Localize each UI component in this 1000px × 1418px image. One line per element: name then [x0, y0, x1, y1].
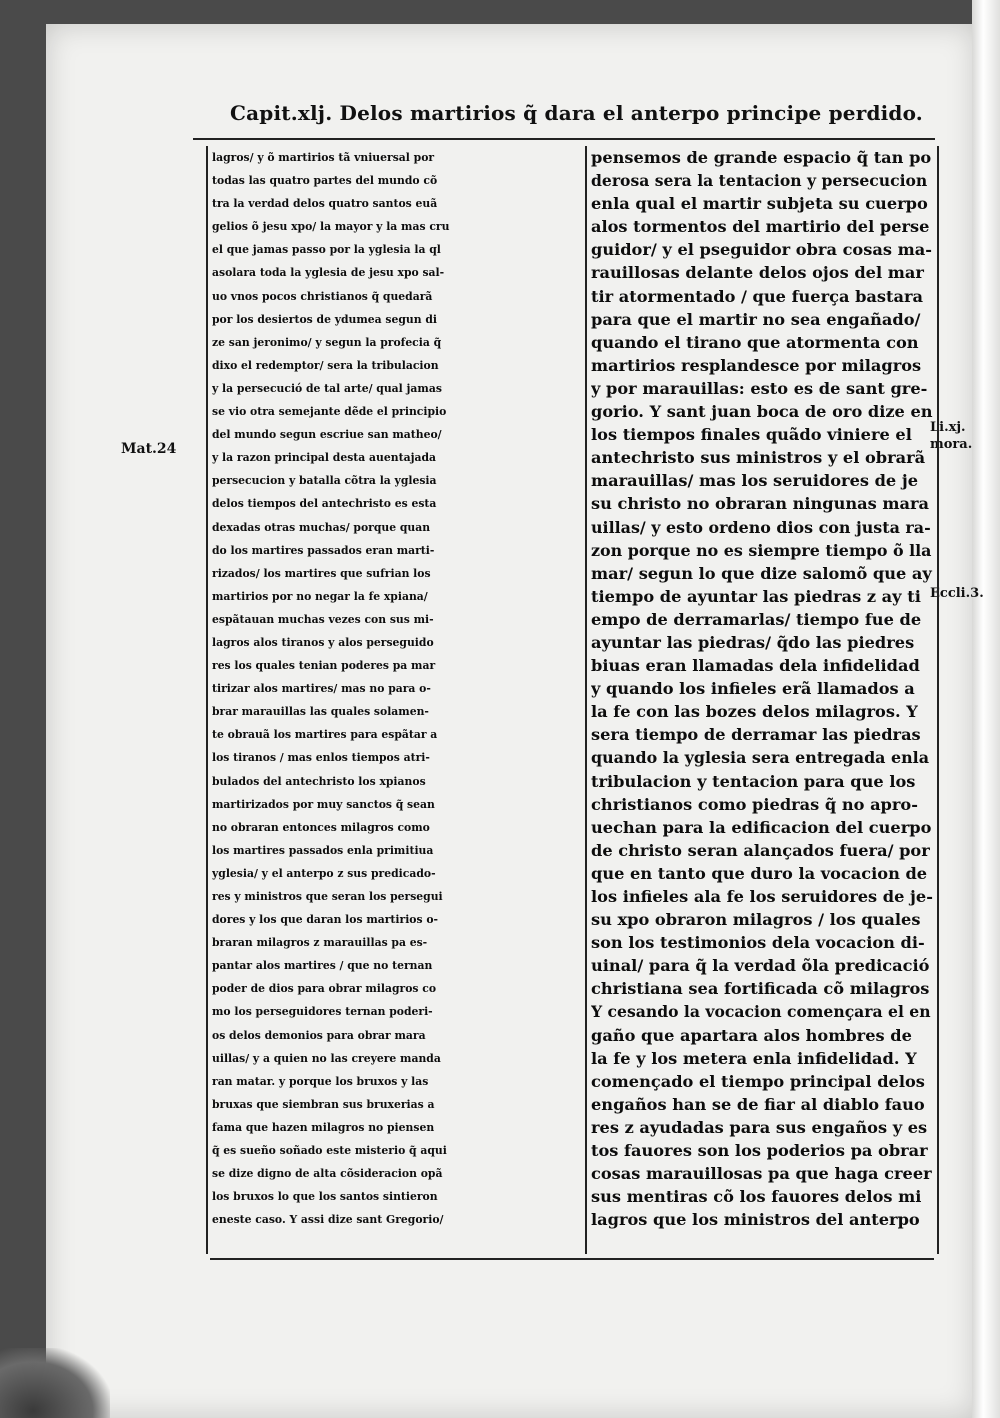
- text-line: tiempo de ayuntar las piedras z ay ti: [591, 586, 921, 606]
- text-line: guidor/ y el pseguidor obra cosas ma-: [591, 240, 932, 260]
- text-line: gaño que apartara alos hombres de: [591, 1025, 912, 1045]
- text-line: antechristo sus ministros y el obrarã: [591, 448, 926, 468]
- header-rule: [193, 138, 935, 140]
- page-edge: [972, 0, 1000, 1418]
- text-line: dixo el redemptor/ sera la tribulacion: [212, 358, 439, 372]
- text-line: tribulacion y tentacion para que los: [591, 771, 916, 791]
- text-line: os delos demonios para obrar mara: [212, 1028, 426, 1042]
- text-line: tir atormentado / que fuerça bastara: [591, 286, 924, 306]
- text-line: dores y los que daran los martirios o-: [212, 913, 439, 927]
- text-line: no obraran entonces milagros como: [212, 820, 430, 834]
- thumb-shadow: [0, 1348, 110, 1418]
- text-line: tra la verdad delos quatro santos euã: [212, 197, 438, 211]
- text-line: los martires passados enla primitiua: [212, 843, 434, 857]
- text-line: braran milagros z marauillas pa es-: [212, 936, 428, 950]
- right-text-column: [585, 146, 939, 1254]
- text-line: poder de dios para obrar milagros co: [212, 982, 437, 996]
- running-header: Capit.xlj. Delos martirios q̃ dara el anterpo principe perdido.: [230, 101, 923, 125]
- text-line: son los testimonios dela vocacion di-: [591, 933, 925, 953]
- text-line: del mundo segun escriue san matheo/: [212, 428, 442, 442]
- text-line: martirizados por muy sanctos q̃ sean: [212, 797, 435, 811]
- text-line: la fe y los metera enla infidelidad. Y: [591, 1048, 917, 1068]
- text-line: todas las quatro partes del mundo cõ: [212, 174, 438, 188]
- text-line: tos fauores son los poderios pa obrar: [591, 1141, 928, 1161]
- text-line: empo de derramarlas/ tiempo fue de: [591, 609, 922, 629]
- text-line: christiana sea fortificada cõ milagros: [591, 979, 930, 999]
- text-line: el que jamas passo por la yglesia la ql: [212, 243, 441, 257]
- text-line: mar/ segun lo que dize salomõ que ay: [591, 563, 932, 583]
- text-line: quando la yglesia sera entregada enla: [591, 748, 930, 768]
- text-line: y por marauillas: esto es de sant gre-: [591, 378, 928, 398]
- text-line: los bruxos lo que los santos sintieron: [212, 1190, 438, 1204]
- margin-note-right-bottom: Eccli.3.: [930, 586, 984, 601]
- text-line: res z ayudadas para sus engaños y es: [591, 1117, 928, 1137]
- text-line: su christo no obraran ningunas mara: [591, 494, 930, 514]
- text-line: sus mentiras cõ los fauores delos mi: [591, 1187, 922, 1207]
- text-line: lagros que los ministros del anterpo: [591, 1210, 920, 1230]
- text-line: de christo seran alançados fuera/ por: [591, 840, 930, 860]
- text-line: biuas eran llamadas dela infidelidad: [591, 656, 920, 676]
- margin-note-left: Mat.24: [121, 441, 177, 457]
- text-line: dexadas otras muchas/ porque quan: [212, 520, 431, 534]
- text-line: rizados/ los martires que sufrian los: [212, 566, 431, 580]
- text-line: se vio otra semejante dẽde el principio: [212, 405, 447, 419]
- text-line: la fe con las bozes delos milagros. Y: [591, 702, 918, 722]
- text-line: te obrauã los martires para espãtar a: [212, 728, 438, 742]
- text-line: marauillas/ mas los seruidores de je: [591, 471, 919, 491]
- text-line: uechan para la edificacion del cuerpo: [591, 817, 932, 837]
- text-line: gelios õ jesu xpo/ la mayor y la mas cru: [212, 220, 450, 234]
- text-line: bulados del antechristo los xpianos: [212, 774, 426, 788]
- text-line: res y ministros que seran los persegui: [212, 890, 443, 903]
- text-line: q̃ es sueño soñado este misterio q̃ aqui: [212, 1144, 447, 1158]
- text-line: y la persecució de tal arte/ qual jamas: [212, 381, 442, 395]
- text-line: quando el tirano que atormenta con: [591, 332, 919, 352]
- text-line: derosa sera la tentacion y persecucion: [591, 171, 928, 191]
- text-line: su xpo obraron milagros / los quales: [591, 910, 921, 930]
- text-line: uinal/ para q̃ la verdad õla predicació: [591, 956, 930, 976]
- text-line: pantar alos martires / que no ternan: [212, 959, 433, 973]
- text-line: delos tiempos del antechristo es esta: [212, 497, 437, 511]
- text-line: los infieles ala fe los seruidores de je-: [591, 887, 933, 906]
- text-line: tirizar alos martires/ mas no para o-: [212, 682, 431, 696]
- left-text-column: [206, 146, 567, 1254]
- text-line: por los desiertos de ydumea segun di: [212, 312, 438, 326]
- text-line: mo los perseguidores ternan poderi-: [212, 1005, 433, 1019]
- text-line: rauillosas delante delos ojos del mar: [591, 263, 924, 283]
- text-line: començado el tiempo principal delos: [591, 1071, 925, 1091]
- text-line: y quando los infieles erã llamados a: [591, 679, 915, 699]
- text-line: cosas marauillosas pa que haga creer: [591, 1164, 932, 1184]
- text-line: ran matar. y porque los bruxos y las: [212, 1074, 429, 1088]
- text-line: yglesia/ y el anterpo z sus predicado-: [212, 866, 436, 880]
- text-line: fama que hazen milagros no piensen: [212, 1120, 435, 1134]
- text-line: lagros alos tiranos y alos perseguido: [212, 635, 434, 649]
- text-line: christianos como piedras q̃ no apro-: [591, 794, 918, 814]
- text-line: se dize digno de alta cõsideracion opã: [212, 1167, 443, 1181]
- text-line: gorio. Y sant juan boca de oro dize en: [591, 402, 933, 422]
- text-line: uo vnos pocos christianos q̃ quedarã: [212, 289, 433, 303]
- text-line: brar marauillas las quales solamen-: [212, 705, 429, 719]
- text-line: martirios resplandesce por milagros: [591, 355, 922, 375]
- text-line: espãtauan muchas vezes con sus mi-: [212, 612, 434, 626]
- text-line: y la razon principal desta auentajada: [212, 451, 437, 465]
- text-line: ze san jeronimo/ y segun la profecia q̃: [212, 335, 442, 349]
- text-line: enla qual el martir subjeta su cuerpo: [591, 194, 928, 214]
- text-line: eneste caso. Y assi dize sant Gregorio/: [212, 1213, 444, 1227]
- text-line: do los martires passados eran marti-: [212, 543, 435, 557]
- text-line: alos tormentos del martirio del perse: [591, 217, 930, 237]
- text-line: ayuntar las piedras/ q̃do las piedres: [591, 632, 915, 652]
- text-line: persecucion y batalla cõtra la yglesia: [212, 474, 437, 488]
- text-line: engaños han se de fiar al diablo fauo: [591, 1094, 925, 1114]
- text-line: los tiempos finales quãdo viniere el: [591, 425, 912, 445]
- margin-note-right-top-line2: mora.: [930, 437, 973, 452]
- text-line: zon porque no es siempre tiempo õ lla: [591, 540, 932, 560]
- text-line: uillas/ y a quien no las creyere manda: [212, 1051, 441, 1065]
- text-line: asolara toda la yglesia de jesu xpo sal-: [212, 266, 445, 280]
- text-line: para que el martir no sea engañado/: [591, 309, 921, 329]
- margin-note-right-top-line1: Li.xj.: [930, 420, 966, 435]
- text-line: bruxas que siembran sus bruxerias a: [212, 1097, 435, 1111]
- text-line: martirios por no negar la fe xpiana/: [212, 589, 428, 603]
- text-line: pensemos de grande espacio q̃ tan po: [591, 148, 932, 167]
- text-line: que en tanto que duro la vocacion de: [591, 863, 928, 883]
- text-line: lagros/ y õ martirios tã vniuersal por: [212, 151, 435, 164]
- footer-rule: [210, 1258, 934, 1260]
- text-line: Y cesando la vocacion començara el en: [591, 1002, 931, 1022]
- text-line: res los quales tenian poderes pa mar: [212, 659, 436, 673]
- text-line: sera tiempo de derramar las piedras: [591, 725, 921, 745]
- text-line: uillas/ y esto ordeno dios con justa ra-: [591, 517, 931, 537]
- text-line: los tiranos / mas enlos tiempos atri-: [212, 751, 430, 765]
